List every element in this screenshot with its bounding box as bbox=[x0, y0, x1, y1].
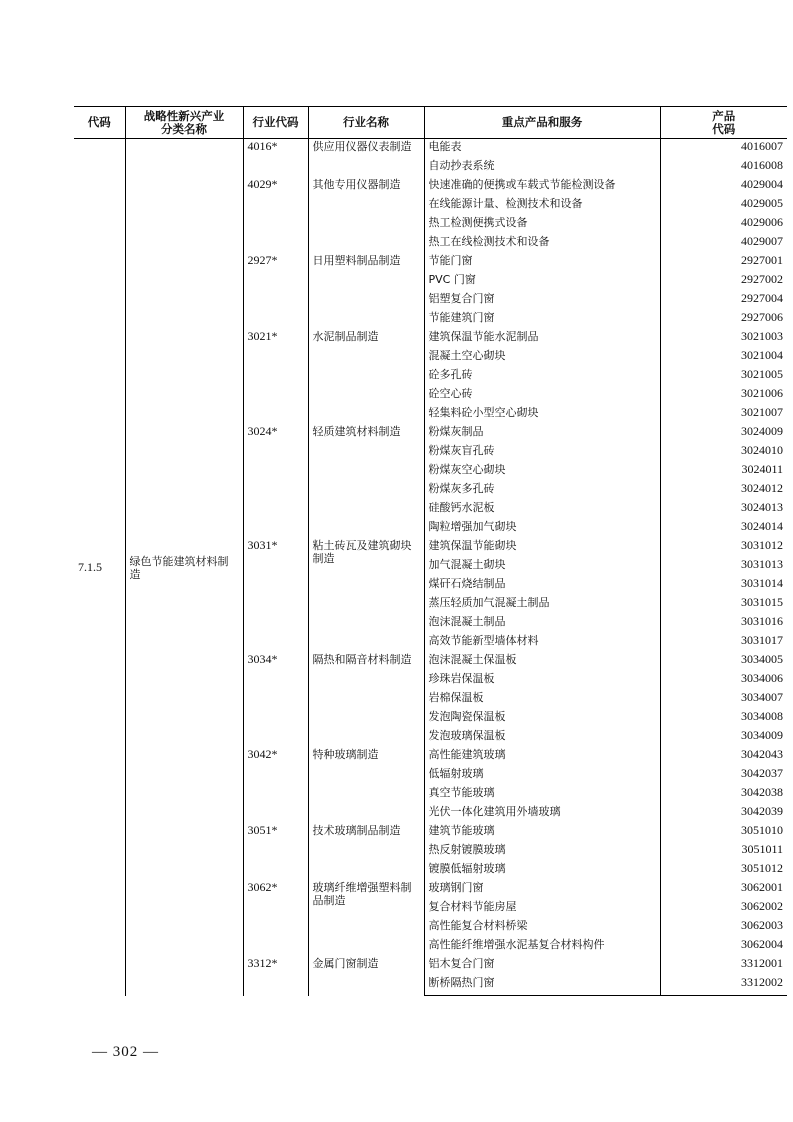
product-code: 4016007 bbox=[660, 139, 787, 160]
industry-name: 日用塑料制品制造 bbox=[308, 254, 424, 330]
product-name: 快速准确的便携或车载式节能检测设备 bbox=[424, 178, 660, 197]
product-code: 2927004 bbox=[660, 292, 787, 311]
product-code: 3021005 bbox=[660, 368, 787, 387]
product-code: 2927001 bbox=[660, 254, 787, 273]
product-name: 低辐射玻璃 bbox=[424, 767, 660, 786]
product-name: 煤矸石烧结制品 bbox=[424, 577, 660, 596]
product-name: 节能门窗 bbox=[424, 254, 660, 273]
industry-name: 金属门窗制造 bbox=[308, 957, 424, 996]
header-industry-name: 行业名称 bbox=[308, 107, 424, 139]
product-code: 4029006 bbox=[660, 216, 787, 235]
product-code: 3034005 bbox=[660, 653, 787, 672]
product-code: 3024010 bbox=[660, 444, 787, 463]
product-name: 砼多孔砖 bbox=[424, 368, 660, 387]
product-code: 3034007 bbox=[660, 691, 787, 710]
industry-product-table bbox=[74, 106, 787, 996]
product-name: 加气混凝土砌块 bbox=[424, 558, 660, 577]
industry-name: 玻璃纤维增强塑料制品制造 bbox=[308, 881, 424, 957]
product-name: 轻集料砼小型空心砌块 bbox=[424, 406, 660, 425]
product-name: 硅酸钙水泥板 bbox=[424, 501, 660, 520]
product-name: 岩棉保温板 bbox=[424, 691, 660, 710]
product-name: 建筑保温节能水泥制品 bbox=[424, 330, 660, 349]
product-name: 热工检测便携式设备 bbox=[424, 216, 660, 235]
industry-name: 供应用仪器仪表制造 bbox=[308, 139, 424, 179]
product-code: 3024013 bbox=[660, 501, 787, 520]
product-code: 2927006 bbox=[660, 311, 787, 330]
industry-code: 4016* bbox=[243, 139, 308, 179]
product-name: 玻璃钢门窗 bbox=[424, 881, 660, 900]
product-name: 砼空心砖 bbox=[424, 387, 660, 406]
product-code: 3034006 bbox=[660, 672, 787, 691]
product-name: 高效节能新型墙体材料 bbox=[424, 634, 660, 653]
product-code: 3034008 bbox=[660, 710, 787, 729]
table-body bbox=[74, 139, 787, 996]
product-code: 3042037 bbox=[660, 767, 787, 786]
table-row bbox=[74, 139, 787, 160]
product-name: 混凝土空心砌块 bbox=[424, 349, 660, 368]
product-code: 3034009 bbox=[660, 729, 787, 748]
product-name: 高性能复合材料桥梁 bbox=[424, 919, 660, 938]
industry-code: 3042* bbox=[243, 748, 308, 824]
product-code: 3024011 bbox=[660, 463, 787, 482]
industry-code: 3062* bbox=[243, 881, 308, 957]
product-code: 3051011 bbox=[660, 843, 787, 862]
product-code: 3021006 bbox=[660, 387, 787, 406]
product-name: PVC 门窗 bbox=[424, 273, 660, 292]
product-code: 3062002 bbox=[660, 900, 787, 919]
product-name: 发泡玻璃保温板 bbox=[424, 729, 660, 748]
product-name: 粉煤灰盲孔砖 bbox=[424, 444, 660, 463]
industry-code: 2927* bbox=[243, 254, 308, 330]
industry-code: 3031* bbox=[243, 539, 308, 653]
product-name: 在线能源计量、检测技术和设备 bbox=[424, 197, 660, 216]
product-name: 断桥隔热门窗 bbox=[424, 976, 660, 996]
header-category: 战略性新兴产业 分类名称 bbox=[125, 107, 243, 139]
industry-name: 轻质建筑材料制造 bbox=[308, 425, 424, 539]
industry-code: 3024* bbox=[243, 425, 308, 539]
product-code: 3312001 bbox=[660, 957, 787, 976]
header-industry-code: 行业代码 bbox=[243, 107, 308, 139]
product-name: 粉煤灰制品 bbox=[424, 425, 660, 444]
product-code: 3024012 bbox=[660, 482, 787, 501]
product-code: 3312002 bbox=[660, 976, 787, 996]
product-name: 高性能建筑玻璃 bbox=[424, 748, 660, 767]
header-product-code: 产品 代码 bbox=[660, 107, 787, 139]
product-name: 电能表 bbox=[424, 139, 660, 160]
industry-code: 3021* bbox=[243, 330, 308, 425]
product-code: 4029007 bbox=[660, 235, 787, 254]
product-code: 4016008 bbox=[660, 159, 787, 178]
product-name: 泡沫混凝土保温板 bbox=[424, 653, 660, 672]
product-code: 3021007 bbox=[660, 406, 787, 425]
product-code: 3031012 bbox=[660, 539, 787, 558]
product-code: 3062004 bbox=[660, 938, 787, 957]
product-name: 光伏一体化建筑用外墙玻璃 bbox=[424, 805, 660, 824]
industry-code: 3051* bbox=[243, 824, 308, 881]
product-name: 粉煤灰空心砌块 bbox=[424, 463, 660, 482]
industry-name: 其他专用仪器制造 bbox=[308, 178, 424, 254]
product-name: 发泡陶瓷保温板 bbox=[424, 710, 660, 729]
product-name: 镀膜低辐射玻璃 bbox=[424, 862, 660, 881]
product-name: 热工在线检测技术和设备 bbox=[424, 235, 660, 254]
product-code: 3031016 bbox=[660, 615, 787, 634]
industry-name: 粘土砖瓦及建筑砌块制造 bbox=[308, 539, 424, 653]
product-name: 泡沫混凝土制品 bbox=[424, 615, 660, 634]
product-name: 自动抄表系统 bbox=[424, 159, 660, 178]
product-code: 3024009 bbox=[660, 425, 787, 444]
product-code: 4029005 bbox=[660, 197, 787, 216]
product-code: 3021004 bbox=[660, 349, 787, 368]
product-name: 珍珠岩保温板 bbox=[424, 672, 660, 691]
product-code: 3024014 bbox=[660, 520, 787, 539]
product-code: 3042043 bbox=[660, 748, 787, 767]
industry-code: 3034* bbox=[243, 653, 308, 748]
table-header-row bbox=[74, 107, 787, 139]
product-name: 建筑节能玻璃 bbox=[424, 824, 660, 843]
product-name: 真空节能玻璃 bbox=[424, 786, 660, 805]
product-name: 复合材料节能房屋 bbox=[424, 900, 660, 919]
industry-name: 特种玻璃制造 bbox=[308, 748, 424, 824]
industry-name: 水泥制品制造 bbox=[308, 330, 424, 425]
product-name: 节能建筑门窗 bbox=[424, 311, 660, 330]
industry-code: 4029* bbox=[243, 178, 308, 254]
product-code: 3051010 bbox=[660, 824, 787, 843]
product-code: 3021003 bbox=[660, 330, 787, 349]
industry-code: 3312* bbox=[243, 957, 308, 996]
page-number: — 302 — bbox=[92, 1044, 159, 1060]
product-name: 建筑保温节能砌块 bbox=[424, 539, 660, 558]
industry-name: 技术玻璃制品制造 bbox=[308, 824, 424, 881]
product-name: 铝塑复合门窗 bbox=[424, 292, 660, 311]
industry-name: 隔热和隔音材料制造 bbox=[308, 653, 424, 748]
header-code: 代码 bbox=[74, 107, 125, 139]
product-name: 铝木复合门窗 bbox=[424, 957, 660, 976]
product-name: 蒸压轻质加气混凝土制品 bbox=[424, 596, 660, 615]
product-name: 高性能纤维增强水泥基复合材料构件 bbox=[424, 938, 660, 957]
product-name: 粉煤灰多孔砖 bbox=[424, 482, 660, 501]
product-code: 2927002 bbox=[660, 273, 787, 292]
product-name: 热反射镀膜玻璃 bbox=[424, 843, 660, 862]
category-name: 绿色节能建筑材料制造 bbox=[125, 139, 243, 996]
category-code: 7.1.5 bbox=[78, 560, 102, 575]
product-code: 3062003 bbox=[660, 919, 787, 938]
product-name: 陶粒增强加气砌块 bbox=[424, 520, 660, 539]
product-code: 3031015 bbox=[660, 596, 787, 615]
product-code: 3042039 bbox=[660, 805, 787, 824]
product-code: 3042038 bbox=[660, 786, 787, 805]
product-code: 3031017 bbox=[660, 634, 787, 653]
product-code: 3062001 bbox=[660, 881, 787, 900]
product-code: 3031013 bbox=[660, 558, 787, 577]
product-code: 3051012 bbox=[660, 862, 787, 881]
header-products: 重点产品和服务 bbox=[424, 107, 660, 139]
product-code: 4029004 bbox=[660, 178, 787, 197]
product-code: 3031014 bbox=[660, 577, 787, 596]
